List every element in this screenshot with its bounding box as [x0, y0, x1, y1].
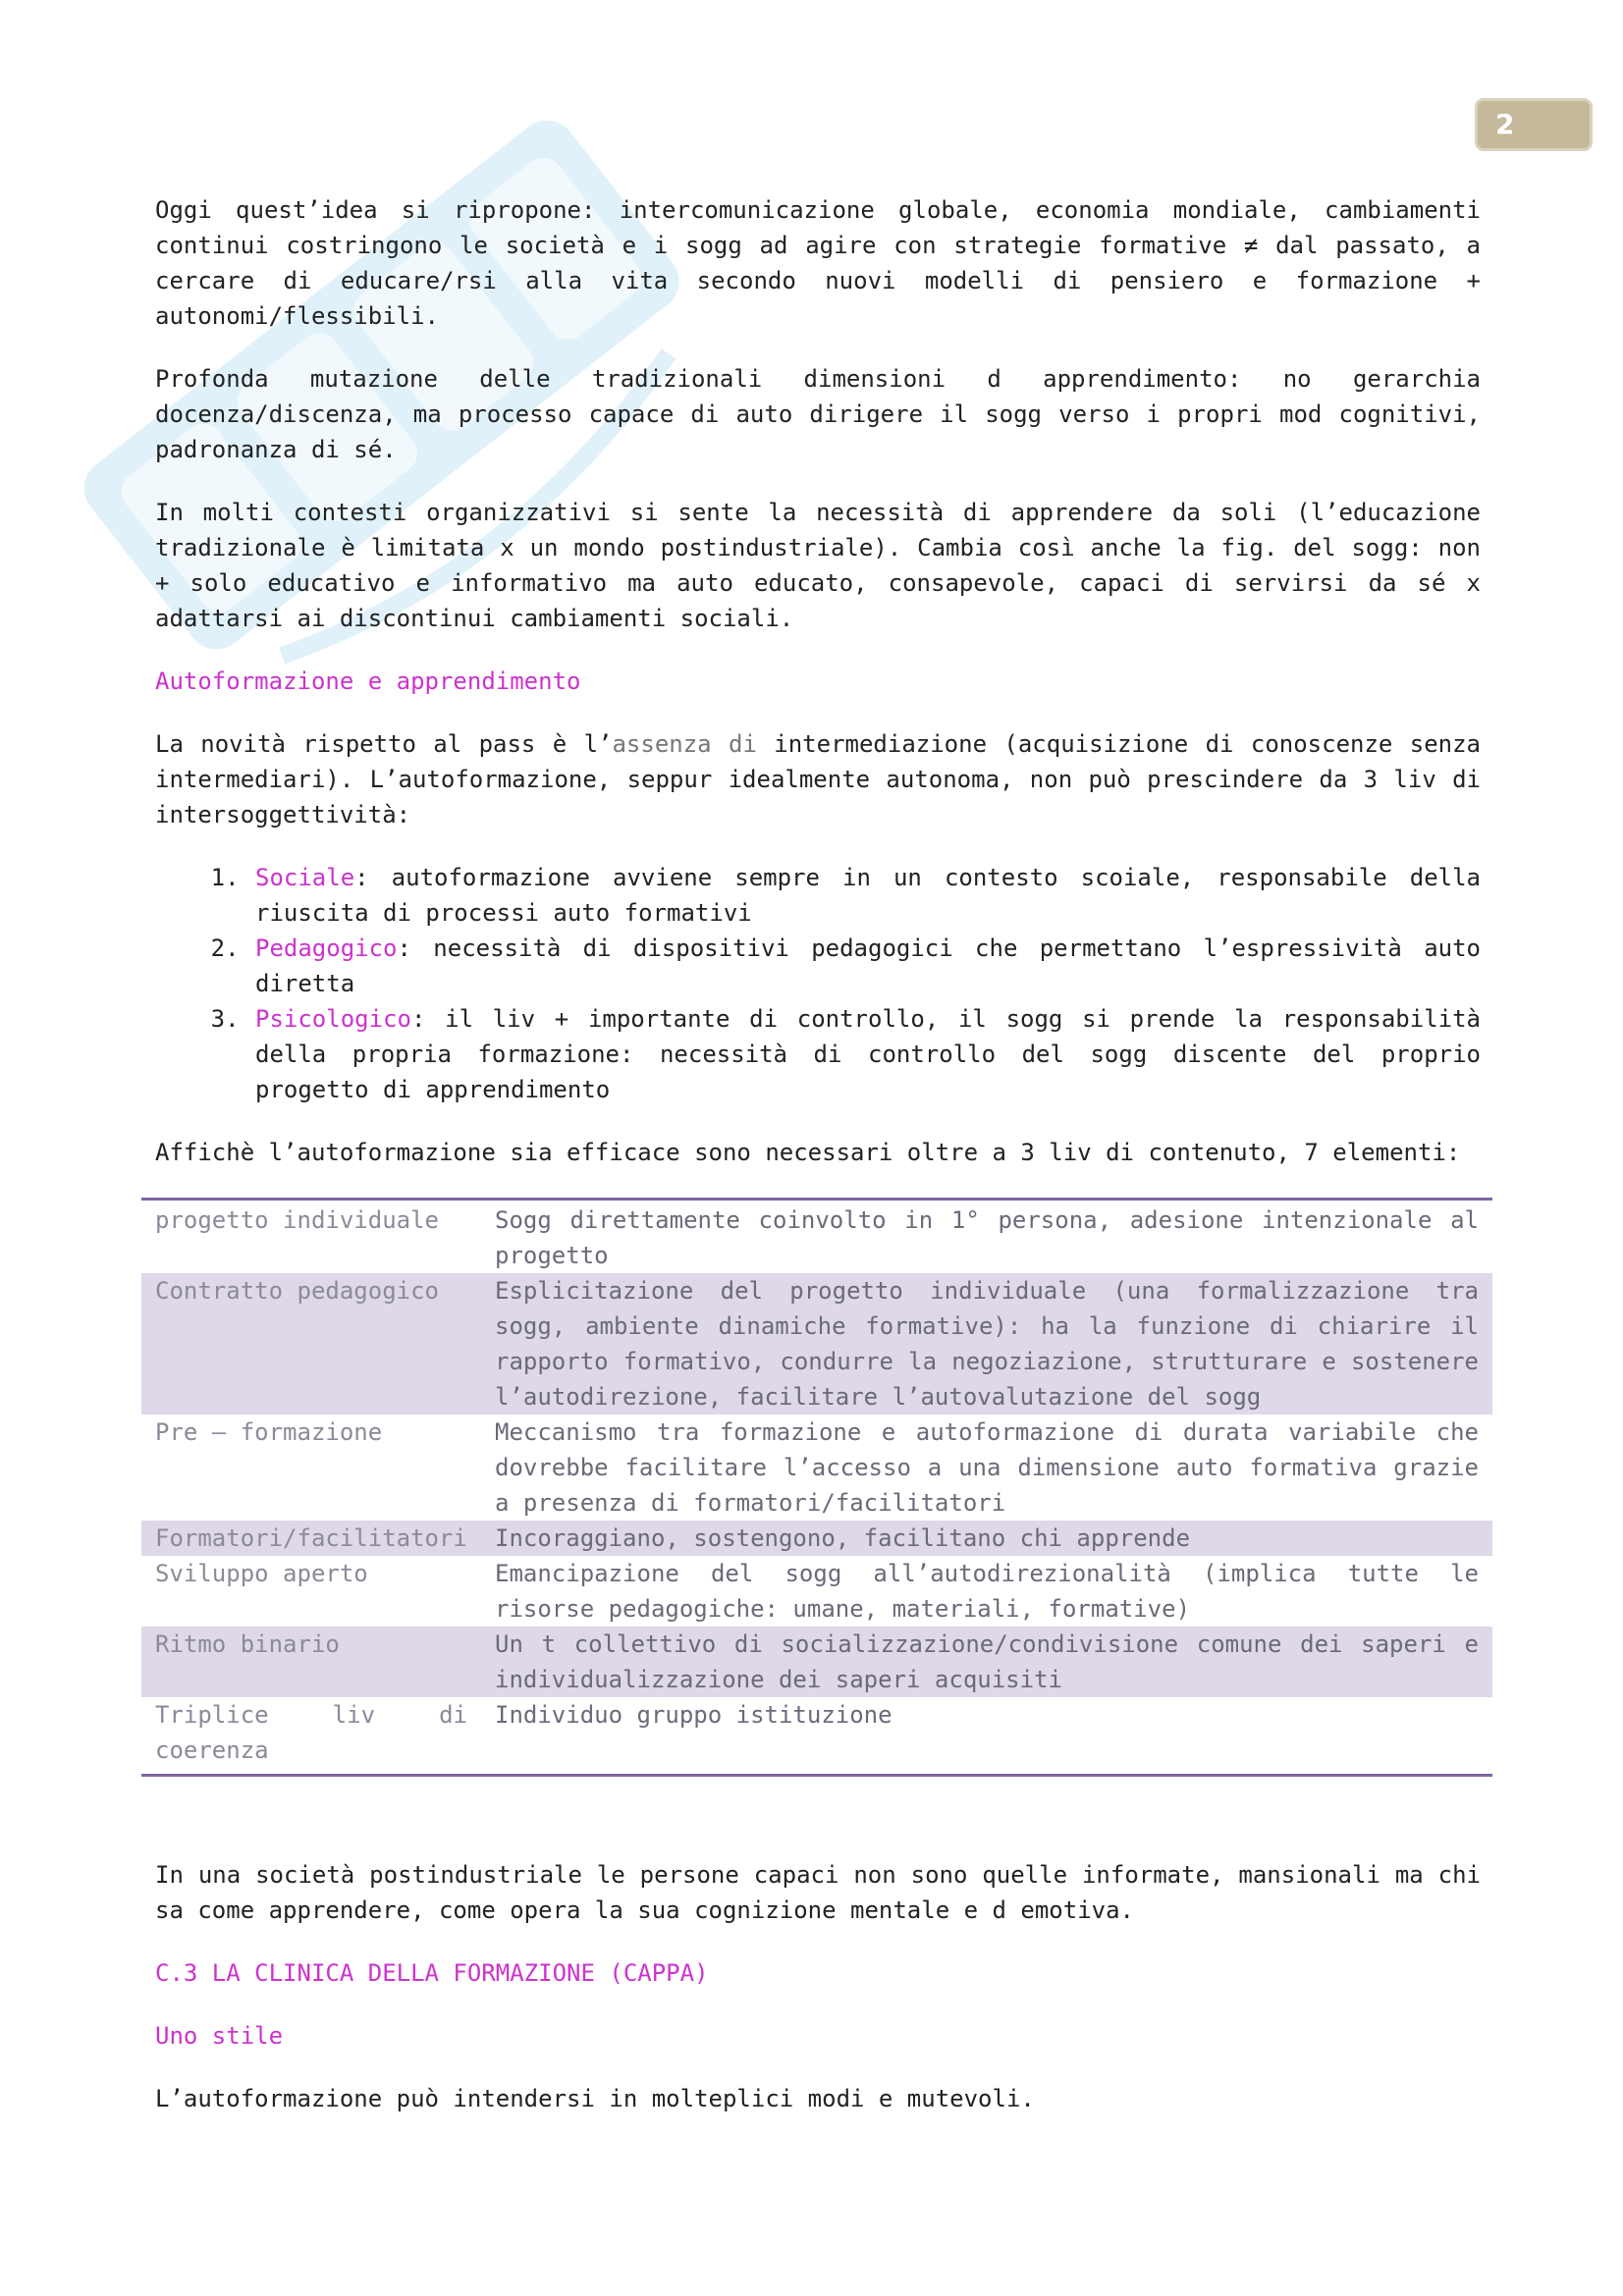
table-row [141, 1697, 1492, 1776]
paragraph-mutazione: Profonda mutazione delle tradizionali dimensioni d apprendimento: no gerarchia docenza/discenza, ma processo capace di auto dirigere il sogg verso i propri mod cognitivi, padronanza di sé. [155, 365, 1481, 463]
element-description: Incoraggiano, sostengono, facilitano chi apprende [481, 1521, 1492, 1556]
element-description: Sogg direttamente coinvolto in 1° persona, adesione intenzionale al progetto [495, 1206, 1479, 1269]
level-text: : il liv + importante di controllo, il sogg si prende la responsabilità della propria formazione: necessità di controllo del sogg discente del proprio progetto di apprendimento [255, 1005, 1481, 1103]
page-number-badge: 2 [1475, 98, 1593, 151]
element-description: Un t collettivo di socializzazione/condivisione comune dei saperi e individualizzazione dei saperi acquisiti [481, 1627, 1492, 1697]
paragraph-postindustriale: In una società postindustriale le persone capaci non sono quelle informate, mansionali ma chi sa come apprendere, come opera la sua cognizione mentale e d emotiva. [155, 1861, 1481, 1924]
list-item [253, 931, 1481, 1001]
level-term: Sociale [255, 864, 355, 891]
table-row [141, 1521, 1492, 1556]
list-item [253, 860, 1481, 931]
element-name: Ritmo binario [141, 1627, 481, 1697]
level-term: Pedagogico [255, 934, 398, 962]
paragraph-novita [155, 726, 1481, 832]
novita-text-end: intermediazione (acquisizione di conoscenze senza intermediari). L’autoformazione, seppur idealmente autonoma, non può prescindere da 3 liv di intersoggettività: [155, 730, 1481, 828]
section-heading-autoformazione: Autoformazione e apprendimento [155, 667, 581, 695]
paragraph-affiche: Affichè l’autoformazione sia efficace sono necessari oltre a 3 liv di contenuto, 7 elementi: [155, 1139, 1461, 1166]
paragraph-molteplici: L’autoformazione può intendersi in molteplici modi e mutevoli. [155, 2085, 1035, 2112]
element-name: Formatori/facilitatori [141, 1521, 481, 1556]
document-body [155, 192, 1481, 2144]
table-row [141, 1556, 1492, 1627]
section-heading-stile: Uno stile [155, 2022, 284, 2050]
paragraph-intro: Oggi quest’idea si ripropone: intercomunicazione globale, economia mondiale, cambiamenti continui costringono le società e i sogg ad agire con strategie formative ≠ dal passato, a cercare di educare/rsi alla vita secondo nuovi modelli di pensiero e formazione + autonomi/flessibili. [155, 196, 1481, 330]
table-row [141, 1200, 1492, 1274]
level-term: Psicologico [255, 1005, 411, 1033]
table-row [141, 1273, 1492, 1415]
list-item [253, 1001, 1481, 1107]
novita-text-start: La novità rispetto al pass è l’ [155, 730, 613, 758]
table-row [141, 1415, 1492, 1521]
novita-text-grey: assenza di [612, 730, 757, 758]
element-description: Esplicitazione del progetto individuale (una formalizzazione tra sogg, ambiente dinamiche formative): ha la funzione di chiarire il rapporto formativo, condurre la negoziazione, strutturare e sostenere l’autodirezione, facilitare l’autovalutazione del sogg [481, 1273, 1492, 1415]
section-heading-clinica: C.3 LA CLINICA DELLA FORMAZIONE (CAPPA) [155, 1959, 709, 1987]
element-description: Individuo gruppo istituzione [495, 1701, 893, 1729]
level-text: : necessità di dispositivi pedagogici che permettano l’espressività auto diretta [255, 934, 1481, 997]
element-description: Meccanismo tra formazione e autoformazione di durata variabile che dovrebbe facilitare l’accesso a una dimensione auto formativa grazie a presenza di formatori/facilitatori [495, 1418, 1479, 1517]
element-name: progetto individuale [155, 1206, 439, 1234]
element-description: Emancipazione del sogg all’autodirezionalità (implica tutte le risorse pedagogiche: umane, materiali, formative) [495, 1560, 1479, 1623]
element-name: Triplice liv di coerenza [155, 1701, 467, 1764]
table-row [141, 1627, 1492, 1697]
element-name: Contratto pedagogico [141, 1273, 481, 1415]
level-text: : autoformazione avviene sempre in un contesto scoiale, responsabile della riuscita di processi auto formativi [255, 864, 1481, 927]
levels-list [155, 860, 1481, 1107]
element-name: Sviluppo aperto [155, 1560, 368, 1587]
elements-table [141, 1198, 1492, 1777]
paragraph-contesti: In molti contesti organizzativi si sente la necessità di apprendere da soli (l’educazione tradizionale è limitata x un mondo postindustriale). Cambia così anche la fig. del sogg: non + solo educativo e informativo ma auto educato, consapevole, capaci di servirsi da sé x adattarsi ai discontinui cambiamenti sociali. [155, 499, 1481, 632]
element-name: Pre – formazione [155, 1418, 383, 1446]
